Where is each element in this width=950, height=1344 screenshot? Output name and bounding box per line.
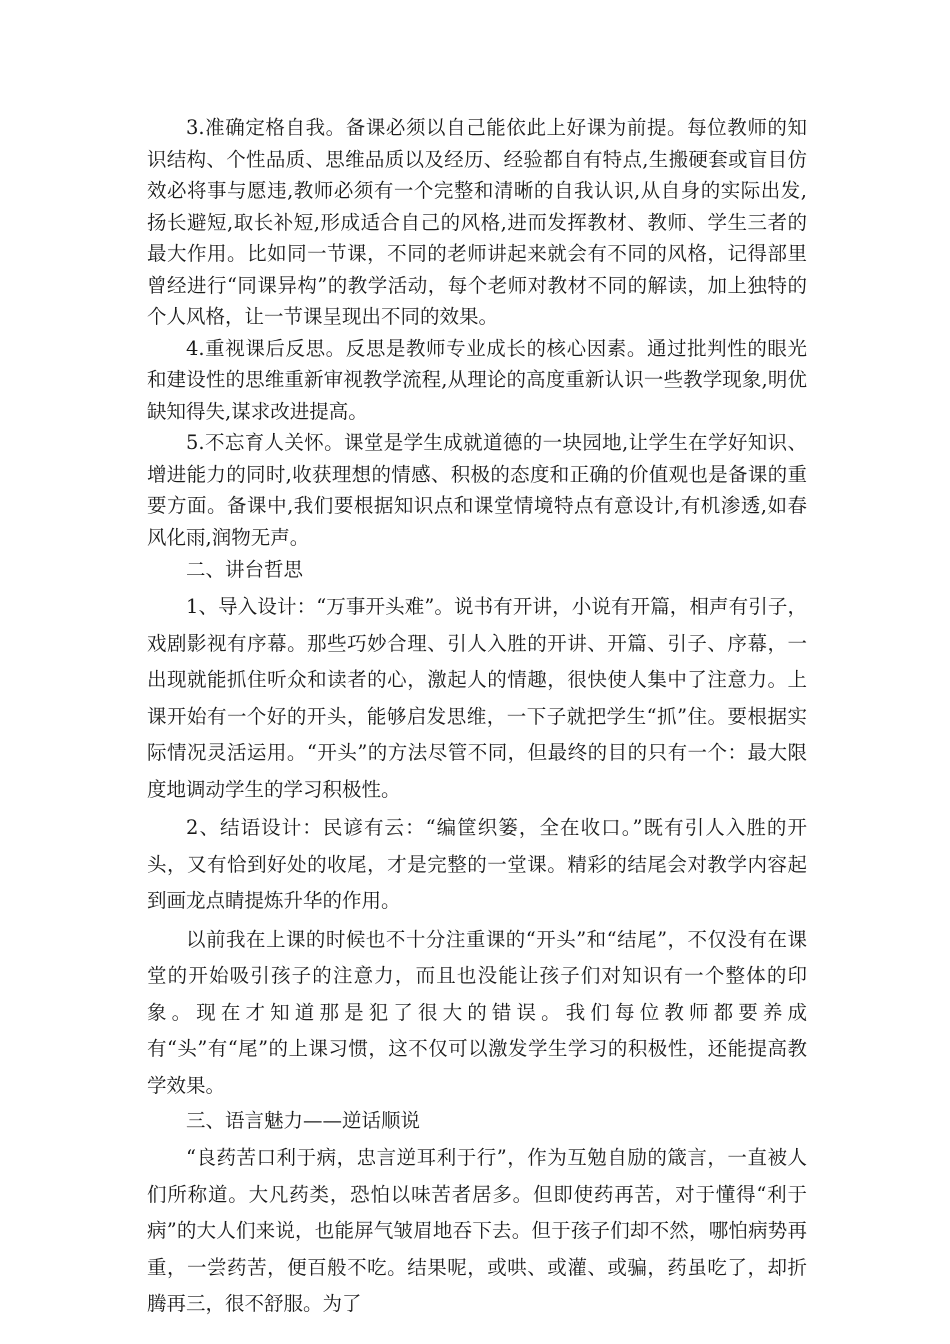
section-heading-language-charm: 三、语言魅力——逆话顺说 (186, 1109, 421, 1132)
paragraph-5-education-care: 5.不忘育人关怀。课堂是学生成就道德的一块园地,让学生在学好知识、增进能力的同时,收获理想的情感、积极的态度和正确的价值观也是备课的重要方面。备课中,我们要根据知识点和课堂情境特点有意设计,有机渗透,如春风化雨,润物无声。 (147, 431, 807, 549)
paragraph-closing-design: 2、结语设计：民谚有云：“编筐织篓，全在收口。”既有引人入胜的开头，又有恰到好处的收尾，才是完整的一堂课。精彩的结尾会对教学内容起到画龙点睛提炼升华的作用。 (147, 816, 807, 912)
paragraph-personal-reflection: 以前我在上课的时候也不十分注重课的“开头”和“结尾”，不仅没有在课堂的开始吸引孩子的注意力，而且也没能让孩子们对知识有一个整体的印象。现在才知道那是犯了很大的错误。我们每位教师都要养成有“头”有“尾”的上课习惯，这不仅可以激发学生学习的积极性，还能提高教学效果。 (147, 927, 807, 1097)
document-page (147, 112, 807, 1323)
paragraph-3-self-positioning: 3.准确定格自我。备课必须以自己能依此上好课为前提。每位教师的知识结构、个性品质、思维品质以及经历、经验都自有特点,生搬硬套或盲目仿效必将事与愿违,教师必须有一个完整和清晰的自我认识,从自身的实际出发,扬长避短,取长补短,形成适合自己的风格,进而发挥教材、教师、学生三者的最大作用。比如同一节课，不同的老师讲起来就会有不同的风格，记得部里曾经进行“同课异构”的教学活动，每个老师对教材不同的解读，加上独特的个人风格，让一节课呈现出不同的效果。 (147, 116, 807, 328)
paragraph-good-medicine: “良药苦口利于病，忠言逆耳利于行”，作为互勉自励的箴言，一直被人们所称道。大凡药类，恐怕以味苦者居多。但即使药再苦，对于懂得“利于病”的大人们来说，也能屏气皱眉地吞下去。但于孩子们却不然，哪怕病势再重，一尝药苦，便百般不吃。结果呢，或哄、或灌、或骗，药虽吃了，却折腾再三，很不舒服。为了 (147, 1146, 807, 1315)
section-heading-podium-thoughts: 二、讲台哲思 (186, 558, 304, 581)
paragraph-intro-design: 1、导入设计：“万事开头难”。说书有开讲，小说有开篇，相声有引子，戏剧影视有序幕。那些巧妙合理、引人入胜的开讲、开篇、引子、序幕，一出现就能抓住听众和读者的心，激起人的情趣，很快使人集中了注意力。上课开始有一个好的开头，能够启发思维，一下子就把学生“抓”住。要根据实际情况灵活运用。“开头”的方法尽管不同，但最终的目的只有一个：最大限度地调动学生的学习积极性。 (147, 595, 807, 801)
paragraph-4-reflection: 4.重视课后反思。反思是教师专业成长的核心因素。通过批判性的眼光和建设性的思维重新审视教学流程,从理论的高度重新认识一些教学现象,明优缺知得失,谋求改进提高。 (147, 336, 807, 423)
